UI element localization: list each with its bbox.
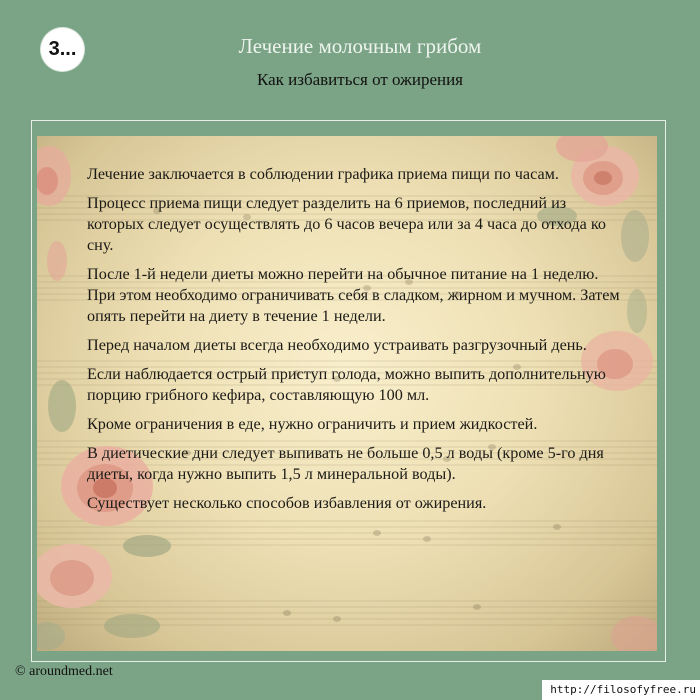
site-watermark: http://filosofyfree.ru [542, 680, 700, 700]
page-subtitle: Как избавиться от ожирения [256, 70, 464, 89]
paragraph: Лечение заключается в соблюдении графика приема пищи по часам. [87, 165, 559, 183]
paragraph: Существует несколько способов избавления от ожирения. [87, 494, 487, 512]
paragraph: Процесс приема пищи следует разделить на 6 приемов, последний из которых следует осуществлять до 6 часов вечера или за 4 часа до отхода ко сну. [87, 194, 606, 254]
rose-top-left [37, 146, 71, 281]
rose-bottom-right [611, 616, 657, 651]
text-content [87, 164, 622, 522]
paragraph: После 1-й недели диеты можно перейти на обычное питание на 1 неделю. При этом необходимо ограничивать себя в сладком, жирном и мучном. Затем опять перейти на диету в течение 1 недели. [87, 265, 620, 325]
paragraph: В диетические дни следует выпивать не больше 0,5 л воды (кроме 5-го дня диеты, когда нужно выпить 1,5 л минеральной воды). [87, 444, 604, 483]
copyright-watermark: © aroundmed.net [15, 664, 113, 679]
content-card [37, 136, 657, 651]
paragraph: Кроме ограничения в еде, нужно ограничить и прием жидкостей. [87, 415, 538, 433]
paragraph: Если наблюдается острый приступ голода, можно выпить дополнительную порцию грибного кефира, составляющую 100 мл. [87, 365, 606, 404]
badge-number: 3... [48, 38, 77, 60]
paragraph: Перед началом диеты всегда необходимо устраивать разгрузочный день. [87, 336, 587, 354]
page-title: Лечение молочным грибом [238, 34, 482, 58]
